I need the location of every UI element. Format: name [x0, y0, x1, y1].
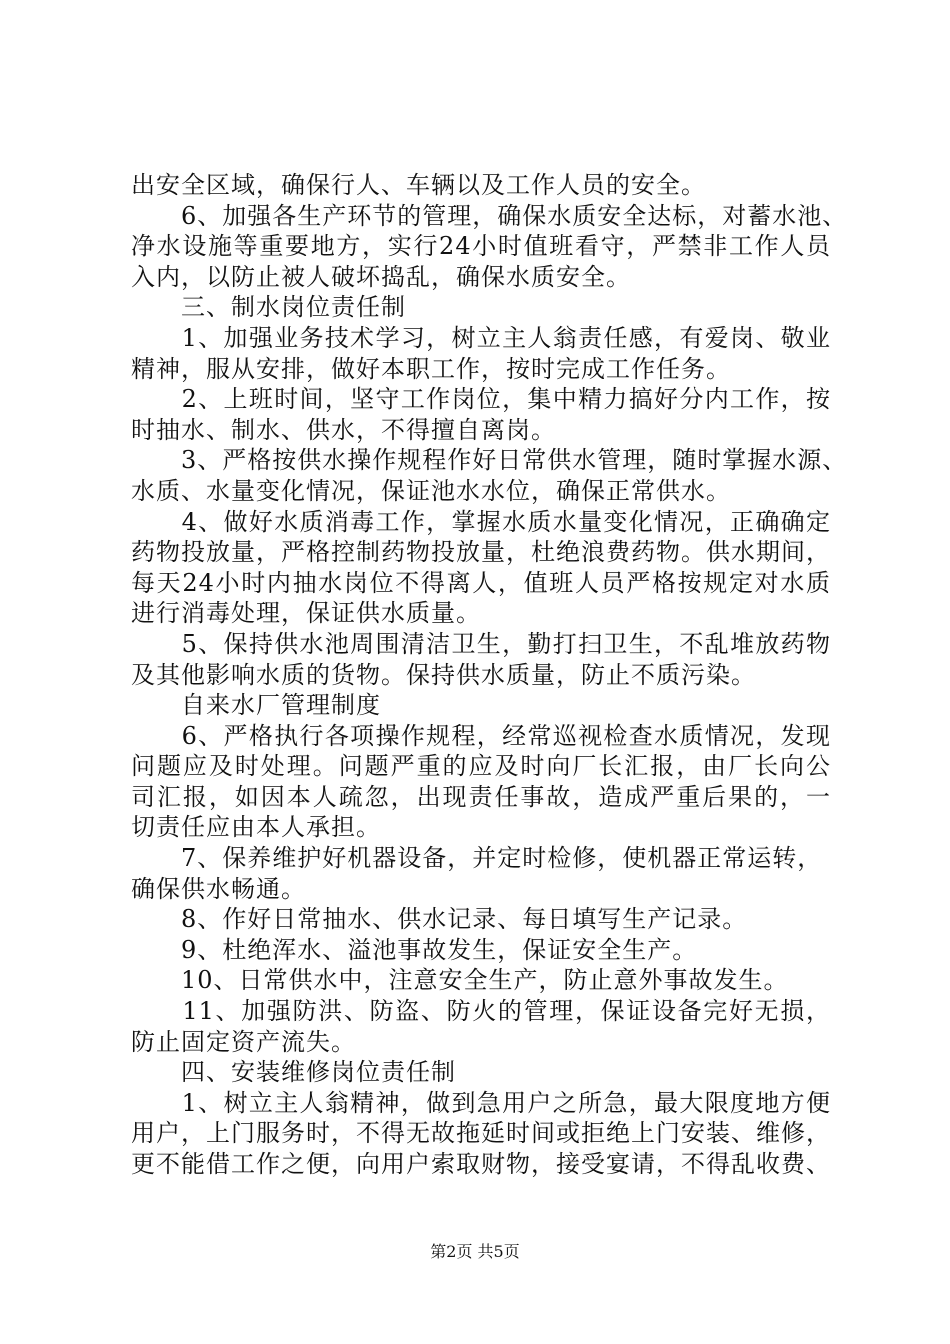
text-line: 9、杜绝浑水、溢池事故发生，保证安全生产。 — [131, 935, 698, 964]
text-line: 药物投放量，严格控制药物投放量，杜绝浪费药物。供水期间， — [131, 538, 831, 567]
text-line: 水质、水量变化情况，保证池水水位，确保正常供水。 — [131, 476, 731, 505]
text-line: 问题应及时处理。问题严重的应及时向厂长汇报，由厂长向公 — [131, 752, 831, 781]
text-line: 司汇报，如因本人疏忽，出现责任事故，造成严重后果的，一 — [131, 782, 831, 811]
text-line: 10、日常供水中，注意安全生产，防止意外事故发生。 — [131, 966, 789, 995]
text-line: 防止固定资产流失。 — [131, 1027, 356, 1056]
text-line: 时抽水、制水、供水，不得擅自离岗。 — [131, 415, 556, 444]
text-line: 7、保养维护好机器设备，并定时检修，使机器正常运转， — [131, 844, 823, 873]
page-number-footer: 第2页 共5页 — [430, 1242, 520, 1261]
section-heading: 自来水厂管理制度 — [131, 691, 381, 720]
text-line: 出安全区域，确保行人、车辆以及工作人员的安全。 — [131, 171, 706, 199]
text-line: 用户，上门服务时，不得无故拖延时间或拒绝上门安装、维修， — [131, 1119, 831, 1148]
text-line: 更不能借工作之便，向用户索取财物，接受宴请，不得乱收费、 — [131, 1150, 831, 1178]
text-line: 5、保持供水池周围清洁卫生，勤打扫卫生，不乱堆放药物 — [131, 629, 831, 658]
text-line: 1、加强业务技术学习，树立主人翁责任感，有爱岗、敬业 — [131, 323, 831, 352]
text-line: 入内，以防止被人破坏捣乱，确保水质安全。 — [131, 262, 631, 291]
text-line: 4、做好水质消毒工作，掌握水质水量变化情况，正确确定 — [131, 507, 831, 536]
text-line: 8、作好日常抽水、供水记录、每日填写生产记录。 — [131, 905, 748, 934]
text-line: 11、加强防洪、防盗、防火的管理，保证设备完好无损， — [131, 997, 831, 1026]
text-line: 每天24小时内抽水岗位不得离人，值班人员严格按规定对水质 — [131, 568, 831, 597]
text-line: 切责任应由本人承担。 — [131, 813, 381, 842]
text-line: 1、树立主人翁精神，做到急用户之所急，最大限度地方便 — [131, 1088, 831, 1117]
section-heading: 四、安装维修岗位责任制 — [131, 1058, 456, 1087]
text-line: 进行消毒处理，保证供水质量。 — [131, 599, 481, 628]
text-line: 及其他影响水质的货物。保持供水质量，防止不质污染。 — [131, 660, 756, 689]
text-line: 确保供水畅通。 — [131, 874, 306, 903]
text-line: 净水设施等重要地方，实行24小时值班看守，严禁非工作人员 — [131, 232, 831, 261]
text-line: 2、上班时间，坚守工作岗位，集中精力搞好分内工作，按 — [131, 385, 831, 414]
document-body — [131, 170, 848, 1180]
section-heading: 三、制水岗位责任制 — [131, 293, 406, 322]
text-line: 3、严格按供水操作规程作好日常供水管理，随时掌握水源、 — [131, 446, 848, 475]
text-line: 6、加强各生产环节的管理，确保水质安全达标，对蓄水池、 — [131, 201, 848, 230]
text-line: 精神，服从安排，做好本职工作，按时完成工作任务。 — [131, 354, 731, 383]
text-line: 6、严格执行各项操作规程，经常巡视检查水质情况，发现 — [131, 721, 831, 750]
